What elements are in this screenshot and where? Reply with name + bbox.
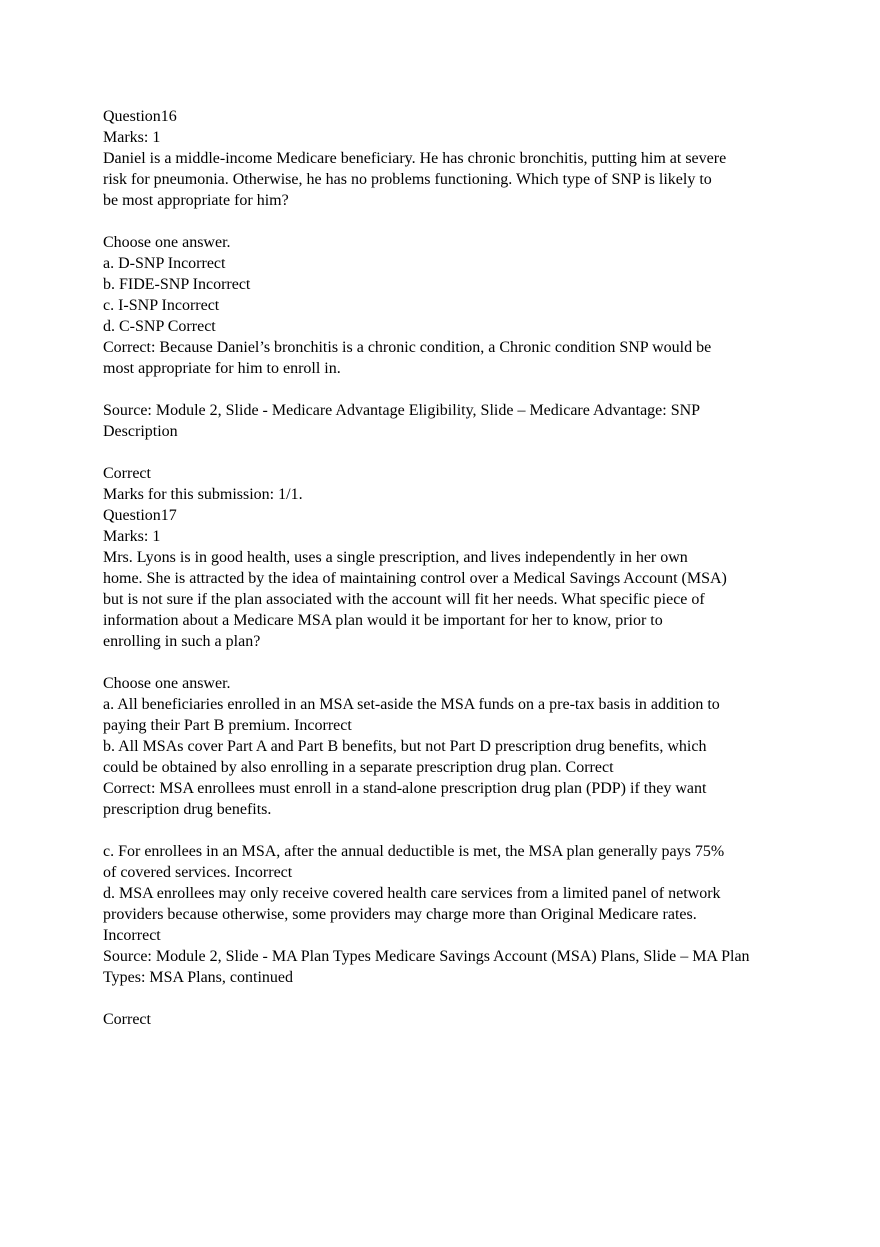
blank-line xyxy=(103,379,813,400)
question-17-text-line: home. She is attracted by the idea of maintaining control over a Medical Savings Account (MSA) xyxy=(103,570,727,587)
question-17-answer-line: providers because otherwise, some providers may charge more than Original Medicare rates. xyxy=(103,906,697,923)
blank-line xyxy=(103,820,813,841)
blank-line xyxy=(103,211,813,232)
question-16-marks: Marks: 1 xyxy=(103,129,161,146)
question-16-text-line: Daniel is a middle-income Medicare beneficiary. He has chronic bronchitis, putting him at severe xyxy=(103,150,727,167)
question-17-answer-line: Incorrect xyxy=(103,927,161,944)
question-17-number: Question17 xyxy=(103,507,177,524)
question-17-answer-line: could be obtained by also enrolling in a separate prescription drug plan. Correct xyxy=(103,759,614,776)
question-17-feedback-line: Correct: MSA enrollees must enroll in a stand-alone prescription drug plan (PDP) if they want xyxy=(103,780,707,797)
document-content xyxy=(103,106,813,1030)
question-17-text-line: Mrs. Lyons is in good health, uses a single prescription, and lives independently in her own xyxy=(103,549,688,566)
question-17-answer-line: c. For enrollees in an MSA, after the annual deductible is met, the MSA plan generally pays 75% xyxy=(103,843,725,860)
blank-line xyxy=(103,988,813,1009)
question-17-answer-line: b. All MSAs cover Part A and Part B benefits, but not Part D prescription drug benefits, which xyxy=(103,738,707,755)
question-16-submission-marks: Marks for this submission: 1/1. xyxy=(103,486,303,503)
question-16-text-line: be most appropriate for him? xyxy=(103,192,289,209)
question-17-marks: Marks: 1 xyxy=(103,528,161,545)
question-16-answer-a: a. D-SNP Incorrect xyxy=(103,255,226,272)
question-16-feedback-line: Correct: Because Daniel’s bronchitis is a chronic condition, a Chronic condition SNP would be xyxy=(103,339,712,356)
question-17-answer-line: d. MSA enrollees may only receive covered health care services from a limited panel of network xyxy=(103,885,721,902)
question-17-choose-label: Choose one answer. xyxy=(103,675,231,692)
question-16-result: Correct xyxy=(103,465,151,482)
question-16-text-line: risk for pneumonia. Otherwise, he has no problems functioning. Which type of SNP is likely to xyxy=(103,171,712,188)
question-17-answer-line: a. All beneficiaries enrolled in an MSA set-aside the MSA funds on a pre-tax basis in addition to xyxy=(103,696,720,713)
question-17-source-line: Source: Module 2, Slide - MA Plan Types Medicare Savings Account (MSA) Plans, Slide – MA Plan xyxy=(103,948,750,965)
blank-line xyxy=(103,442,813,463)
question-16-feedback-line: most appropriate for him to enroll in. xyxy=(103,360,341,377)
question-16-choose-label: Choose one answer. xyxy=(103,234,231,251)
question-17-answer-line: of covered services. Incorrect xyxy=(103,864,293,881)
question-16-answer-c: c. I-SNP Incorrect xyxy=(103,297,220,314)
question-17-answer-line: paying their Part B premium. Incorrect xyxy=(103,717,352,734)
question-17-source-line: Types: MSA Plans, continued xyxy=(103,969,293,986)
question-16-number: Question16 xyxy=(103,108,177,125)
question-17-feedback-line: prescription drug benefits. xyxy=(103,801,272,818)
question-17-result: Correct xyxy=(103,1011,151,1028)
question-17-text-line: information about a Medicare MSA plan would it be important for her to know, prior to xyxy=(103,612,663,629)
question-17-text-line: enrolling in such a plan? xyxy=(103,633,261,650)
question-16-answer-b: b. FIDE-SNP Incorrect xyxy=(103,276,251,293)
blank-line xyxy=(103,652,813,673)
question-16-source-line: Description xyxy=(103,423,178,440)
question-17-text-line: but is not sure if the plan associated with the account will fit her needs. What specific piece of xyxy=(103,591,705,608)
question-16-answer-d: d. C-SNP Correct xyxy=(103,318,216,335)
question-16-source-line: Source: Module 2, Slide - Medicare Advantage Eligibility, Slide – Medicare Advantage: SNP xyxy=(103,402,701,419)
